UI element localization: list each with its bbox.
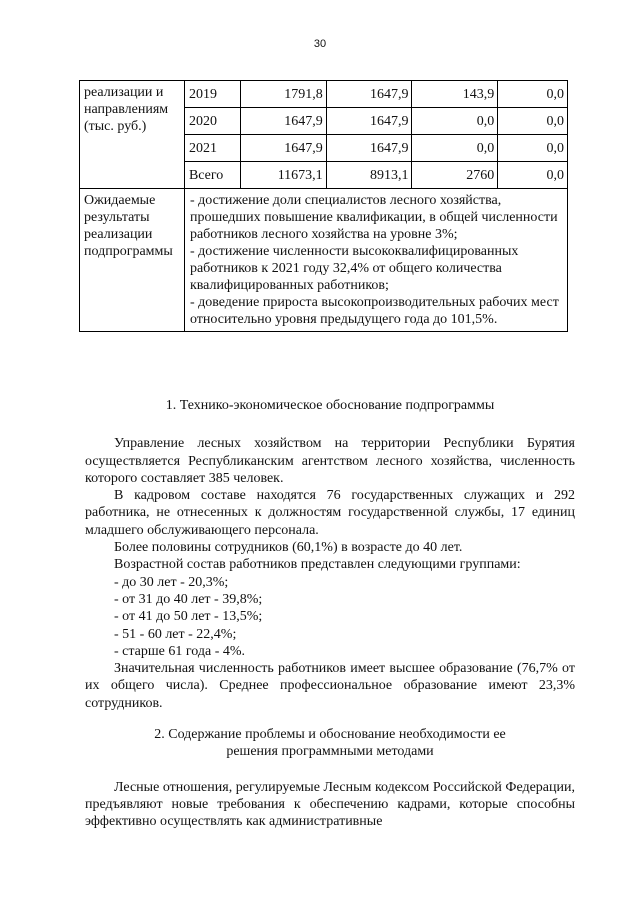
paragraph: Лесные отношения, регулируемые Лесным кодексом Российской Федерации, предъявляют новые требования к обеспечению кадрами, которые способны эффективно осуществлять как административные: [85, 779, 575, 830]
list-item: - до 30 лет - 20,3%;: [114, 574, 229, 590]
results-cell: [184, 189, 567, 332]
year-cell: 2021: [184, 135, 240, 162]
section-1: [85, 397, 575, 712]
result-item: - достижение численности высококвалифицированных работников к 2021 году 32,4% от общего количества квалифицированных работников;: [189, 244, 519, 293]
value-cell: 11673,1: [240, 162, 326, 189]
value-cell: 1647,9: [240, 108, 326, 135]
paragraph: Более половины сотрудников (60,1%) в возрасте до 40 лет.: [114, 540, 463, 556]
paragraph: Управление лесных хозяйством на территории Республики Бурятия осуществляется Республиканским агентством лесного хозяйства, численность которого составляет 385 человек.: [85, 436, 575, 486]
section-title-line: решения программными методами: [226, 744, 434, 760]
value-cell: 1647,9: [326, 108, 412, 135]
value-cell: 1647,9: [326, 135, 412, 162]
value-cell: 143,9: [412, 81, 498, 108]
list-item: - 51 - 60 лет - 22,4%;: [114, 626, 237, 642]
subprogram-passport-table: [79, 80, 568, 332]
results-label-cell: Ожидаемые результаты реализации подпрограммы: [80, 189, 185, 332]
year-cell: 2019: [184, 81, 240, 108]
result-item: - доведение прироста высокопроизводительных рабочих мест относительно уровня предыдущего года до 101,5%.: [189, 295, 559, 327]
value-cell: 1791,8: [240, 81, 326, 108]
finance-label-cell: реализации и направлениям (тыс. руб.): [80, 81, 185, 189]
section-title-line: 2. Содержание проблемы и обоснование необходимости ее: [154, 727, 506, 742]
paragraph: В кадровом составе находятся 76 государственных служащих и 292 работника, не отнесенных к должностям государственной службы, 17 единиц младшего обслуживающего персонала.: [85, 488, 575, 538]
value-cell: 0,0: [498, 162, 568, 189]
list-item: - старше 61 года - 4%.: [114, 643, 246, 659]
value-cell: 0,0: [498, 81, 568, 108]
page-number: 30: [313, 38, 327, 50]
value-cell: 8913,1: [326, 162, 412, 189]
paragraph: Возрастной состав работников представлен следующими группами:: [114, 557, 521, 573]
result-item: - достижение доли специалистов лесного хозяйства, прошедших повышение квалификации, в общей численности работников лесного хозяйства на уровне 3%;: [189, 193, 558, 242]
list-item: - от 41 до 50 лет - 13,5%;: [114, 609, 263, 625]
value-cell: 2760: [412, 162, 498, 189]
table-row: [80, 189, 568, 332]
year-cell: Всего: [184, 162, 240, 189]
year-cell: 2020: [184, 108, 240, 135]
value-cell: 0,0: [412, 108, 498, 135]
value-cell: 0,0: [412, 135, 498, 162]
table-row: [80, 81, 568, 108]
section-2: [85, 726, 575, 830]
section-title: 1. Технико-экономическое обоснование подпрограммы: [165, 398, 495, 413]
value-cell: 0,0: [498, 135, 568, 162]
value-cell: 0,0: [498, 108, 568, 135]
value-cell: 1647,9: [326, 81, 412, 108]
list-item: - от 31 до 40 лет - 39,8%;: [114, 591, 263, 607]
paragraph: Значительная численность работников имеет высшее образование (76,7% от их общего числа). Среднее профессиональное образование имеют 23,3% сотрудников.: [85, 661, 575, 711]
value-cell: 1647,9: [240, 135, 326, 162]
